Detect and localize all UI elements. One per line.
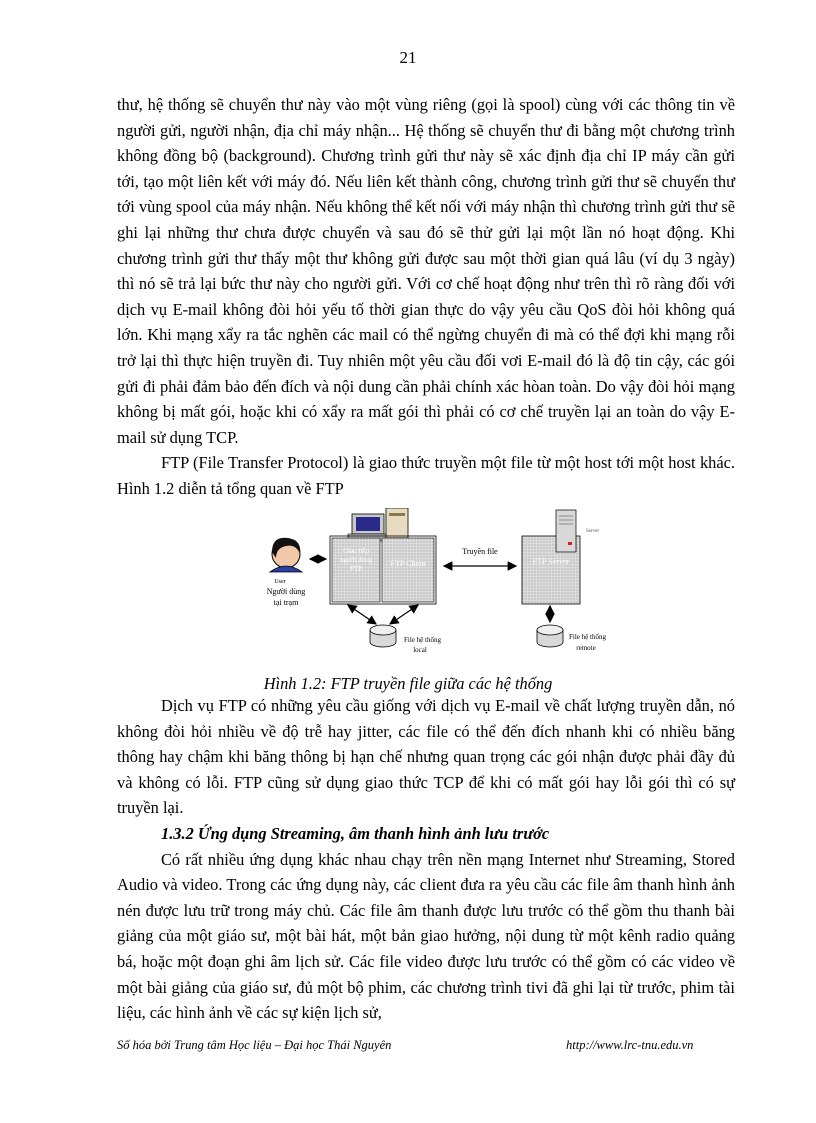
paragraph-ftp-qos: Dịch vụ FTP có những yêu cầu giống với dịch vụ E-mail về chất lượng truyền dẫn, nó không đòi hỏi nhiều về độ trễ hay jitter, các file có thể đến đích nhanh khi có nhiều băng thông hay chậm khi băng thông bị hạn chế nhưng quan trọng các gói nhận được phải đầy đủ và không có lỗi. FTP cũng sử dụng giao thức TCP để khi có mất gói hay lỗi gói thì có sự truyền lại.: [117, 696, 735, 818]
figure-caption: Hình 1.2: FTP truyền file giữa các hệ thống: [263, 674, 553, 693]
local-fs-line1: File hệ thống: [404, 636, 441, 644]
ui-box-line1: Giao tiếp: [343, 547, 369, 555]
local-disk-icon: [370, 625, 396, 647]
ftp-server-label: FTP Server: [532, 557, 570, 566]
page-number: 21: [399, 48, 417, 67]
transfer-label: Truyền file: [462, 547, 498, 556]
ui-box-line2: người dùng: [339, 556, 373, 564]
section-heading: 1.3.2 Ứng dụng Streaming, âm thanh hình ảnh lưu trước: [161, 823, 550, 843]
ftp-client-label: FTP Client: [390, 559, 426, 568]
local-fs-line2: local: [413, 646, 427, 654]
client-fs-arrow: [390, 605, 418, 624]
paragraph-email-spool: thư, hệ thống sẽ chuyển thư này vào một vùng riêng (gọi là spool) cùng với các thông tin về người gửi, người nhận, địa chỉ máy nhận... Hệ thống sẽ chuyển thư đi bằng một chương trình không đồng bộ (background). Chương trình gửi thư này sẽ xác định địa chỉ IP máy cần gửi tới, tạo một liên kết với máy đó. Nếu liên kết thành công, chương trình gửi thư sẽ chuyển thư tới vùng spool của máy nhận. Nếu không thể kết nối với máy nhận thì chương trình gửi thư sẽ ghi lại những thư chưa được chuyển và sau đó sẽ thử gửi lại một lần nó hoạt động. Khi chương trình gửi thư thấy một thư không gửi được sau một thời gian quá lâu (ví dụ 3 ngày) thì nó sẽ trả lại bức thư này cho người gửi. Với cơ chế hoạt động như trên thì rõ ràng đối với dịch vụ E-mail không đòi hỏi yếu tố thời gian thực do vậy yêu cầu QoS đòi hỏi không quá lớn. Khi mạng xẩy ra tắc nghẽn các mail có thể ngừng chuyển đi mà có thể đợi khi mạng rỗi trở lại thì thực hiện truyền đi. Tuy nhiên một yêu cầu đối vơi E-mail đó là độ tin cậy, các gói gửi đi phải đảm bảo đến đích và nội dung cần phải chính xác hòan toàn. Do vậy đòi hỏi mạng không bị mất gói, hoặc khi có xẩy ra mất gói thì phải có cơ chế truyền lại an toàn do vậy E-mail sử dụng TCP.: [117, 95, 735, 447]
paragraph-ftp-intro: FTP (File Transfer Protocol) là giao thức truyền một file từ một host tới một host khác. Hình 1.2 diễn tả tổng quan về FTP: [117, 453, 735, 498]
remote-disk-icon: [537, 625, 563, 647]
ui-fs-arrow: [348, 605, 376, 624]
ftp-diagram: [258, 508, 618, 668]
user-caption-line2: tại trạm: [273, 598, 299, 607]
user-label: User: [274, 579, 286, 585]
remote-fs-line1: File hệ thống: [569, 633, 606, 641]
user-caption-line1: Người dùng: [266, 587, 306, 596]
ftp-client-box: [382, 538, 434, 602]
server-tower-icon: [556, 510, 576, 552]
body-text-top: [117, 92, 735, 502]
server-label: Server: [586, 529, 600, 534]
remote-fs-line2: remote: [576, 644, 596, 652]
footer-source: Số hóa bởi Trung tâm Học liệu – Đại học Thái Nguyên: [117, 1038, 392, 1052]
paragraph-streaming: Có rất nhiều ứng dụng khác nhau chạy trên nền mạng Internet như Streaming, Stored Audio và video. Trong các ứng dụng này, các client đưa ra yêu cầu các file âm thanh hình ảnh nén được lưu trữ trong máy chủ. Các file âm thanh được lưu trước có thể gồm thu thanh bài giảng của một giáo sư, một bài hát, một bản giao hưởng, nội dung từ một kênh radio quảng bá, hoặc một đoạn ghi âm lịch sử. Các file video được lưu trước có thể gồm có các video về một bài giảng của giáo sư, đủ một bộ phim, các chương trình tivi đã ghi lại từ trước, phim tài liệu, các hình ảnh về các sự kiện lịch sử,: [117, 849, 735, 1023]
ui-box-line3: FTP: [349, 565, 363, 573]
user-person-icon: [270, 538, 302, 572]
footer-url[interactable]: http://www.lrc-tnu.edu.vn: [566, 1038, 694, 1052]
body-text-bottom: [117, 693, 735, 1026]
